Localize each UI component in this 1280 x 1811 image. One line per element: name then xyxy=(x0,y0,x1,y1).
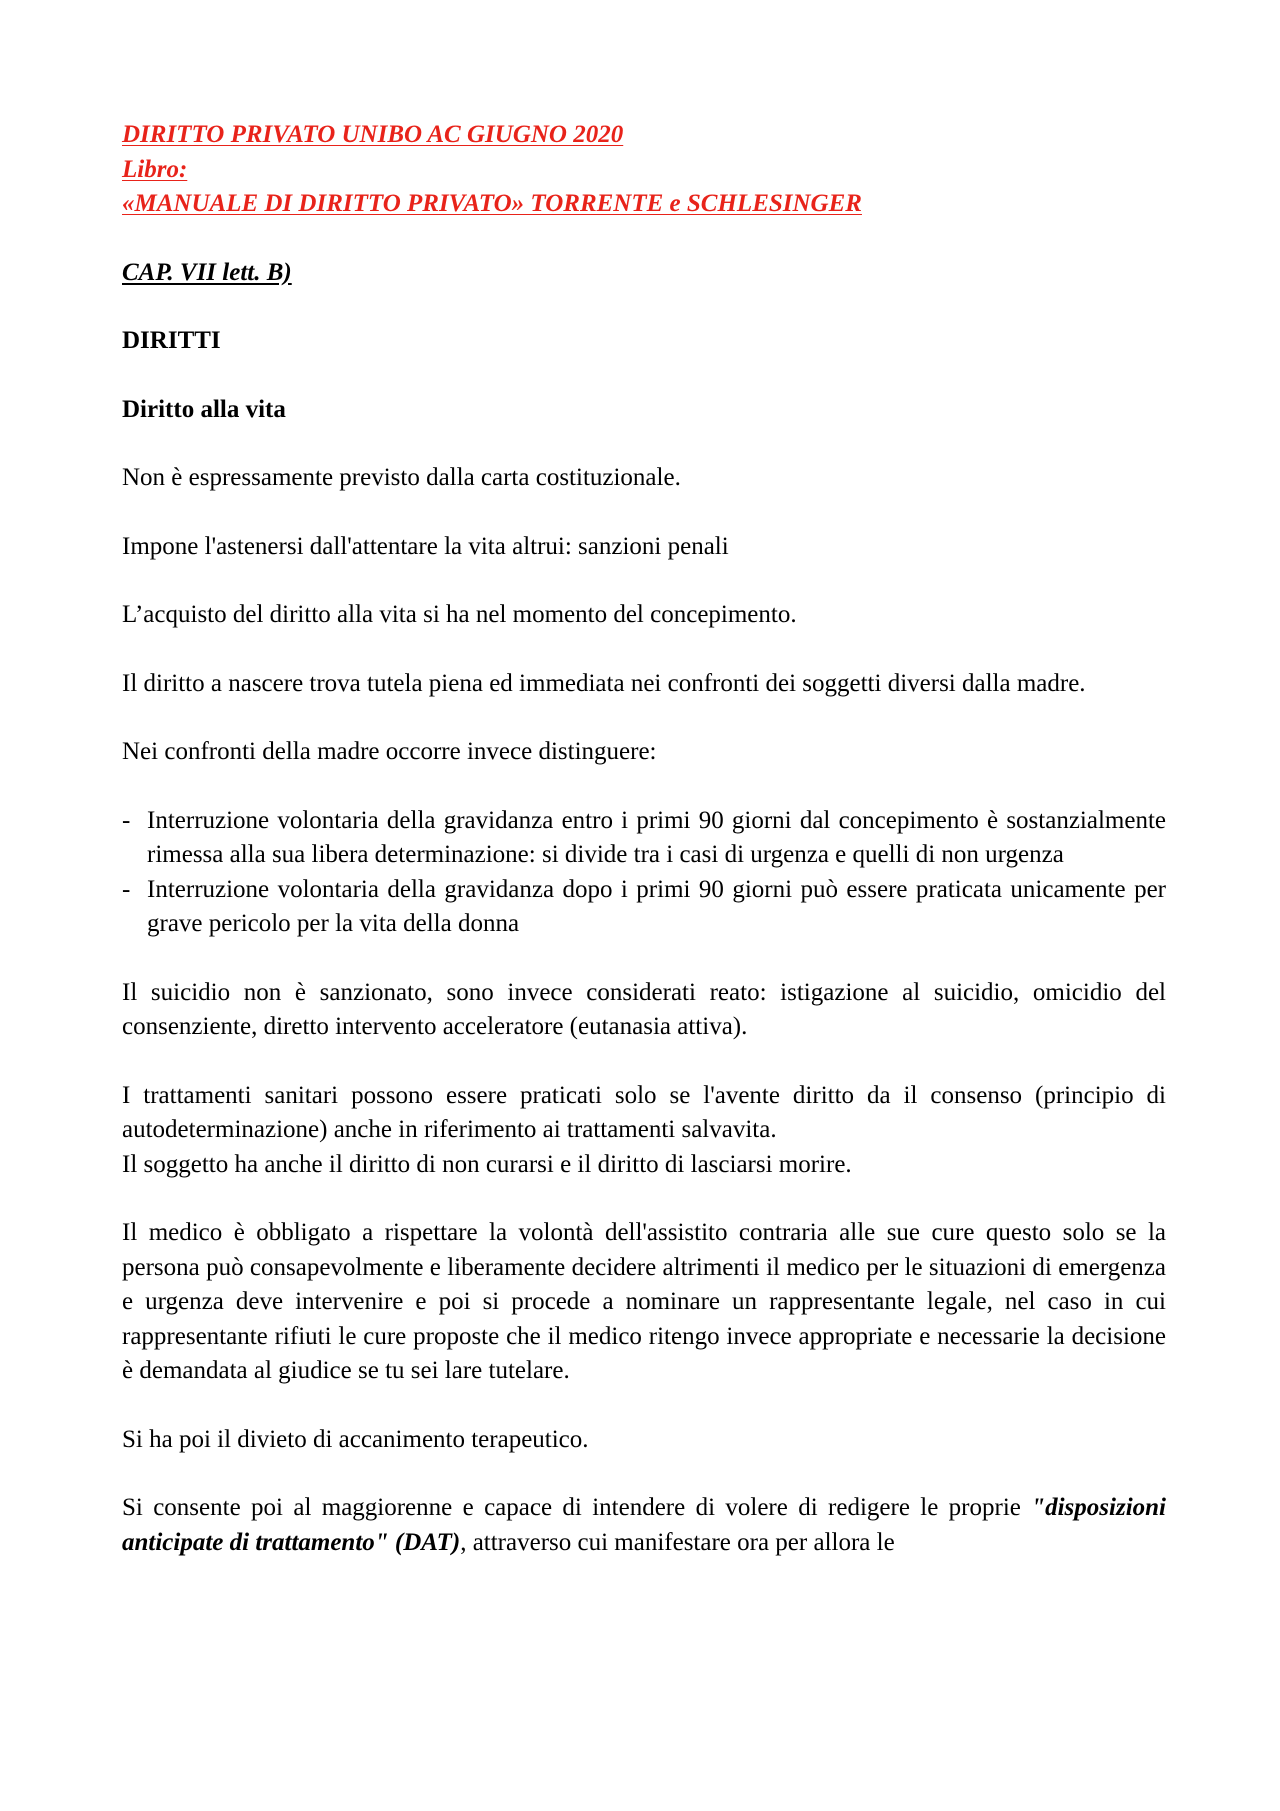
paragraph-3: L’acquisto del diritto alla vita si ha nel momento del concepimento. xyxy=(122,601,797,628)
book-title: «MANUALE DI DIRITTO PRIVATO» TORRENTE e SCHLESINGER xyxy=(122,190,862,217)
doc-title: DIRITTO PRIVATO UNIBO AC GIUGNO 2020 xyxy=(122,121,624,148)
subsection-title: Diritto alla vita xyxy=(122,395,286,423)
paragraph-2: Impone l'astenersi dall'attentare la vita altrui: sanzioni penali xyxy=(122,532,729,560)
paragraph-8: Il medico è obbligato a rispettare la volontà dell'assistito contraria alle sue cure questo solo se la persona può consapevolmente e liberamente decidere altrimenti il medico per le situazioni di emergenza e urgenza deve intervenire e poi si procede a nominare un rappresentante legale, nel caso in cui rappresentante rifiuti le cure proposte che il medico ritengo invece appropriate e necessarie la decisione è demandata al giudice se tu sei lare tutelare. xyxy=(122,1219,1166,1384)
dat-term: "disposizioni anticipate di trattamento" (DAT) xyxy=(122,1494,1166,1556)
paragraph-7b: Il soggetto ha anche il diritto di non curarsi e il diritto di lasciarsi morire. xyxy=(122,1150,852,1178)
paragraph-4: Il diritto a nascere trova tutela piena ed immediata nei confronti dei soggetti diversi dalla madre. xyxy=(122,669,1086,697)
chapter-heading: CAP. VII lett. B) xyxy=(122,258,292,286)
paragraph-7a: I trattamenti sanitari possono essere praticati solo se l'avente diritto da il consenso (principio di autodeterminazione) anche in riferimento ai trattamenti salvavita. xyxy=(122,1081,1166,1143)
paragraph-9: Si ha poi il divieto di accanimento terapeutico. xyxy=(122,1425,589,1453)
list-item xyxy=(122,873,1166,942)
document-page xyxy=(122,118,1166,1560)
paragraph-5: Nei confronti della madre occorre invece distinguere: xyxy=(122,738,657,765)
list-item-text: Interruzione volontaria della gravidanza dopo i primi 90 giorni può essere praticata unicamente per grave pericolo per la vita della donna xyxy=(147,875,1166,937)
book-label: Libro: xyxy=(122,155,188,183)
dash-bullet: - xyxy=(122,875,131,903)
paragraph-1: Non è espressamente previsto dalla carta costituzionale. xyxy=(122,464,681,491)
paragraph-10-start: Si consente poi al maggiorenne e capace di intendere di volere di redigere le proprie xyxy=(122,1494,1032,1521)
list-item-text: Interruzione volontaria della gravidanza entro i primi 90 giorni dal concepimento è sostanzialmente rimessa alla sua libera determinazione: si divide tra i casi di urgenza e quelli di non urgenza xyxy=(147,806,1166,868)
paragraph-10 xyxy=(122,1491,1166,1560)
dash-list xyxy=(122,804,1166,942)
paragraph-6: Il suicidio non è sanzionato, sono invece considerati reato: istigazione al suicidio, omicidio del consenziente, diretto intervento acceleratore (eutanasia attiva). xyxy=(122,978,1166,1040)
list-item xyxy=(122,804,1166,873)
paragraph-10-end: , attraverso cui manifestare ora per allora le xyxy=(460,1528,895,1556)
section-title: DIRITTI xyxy=(122,327,221,354)
dash-bullet: - xyxy=(122,806,131,834)
